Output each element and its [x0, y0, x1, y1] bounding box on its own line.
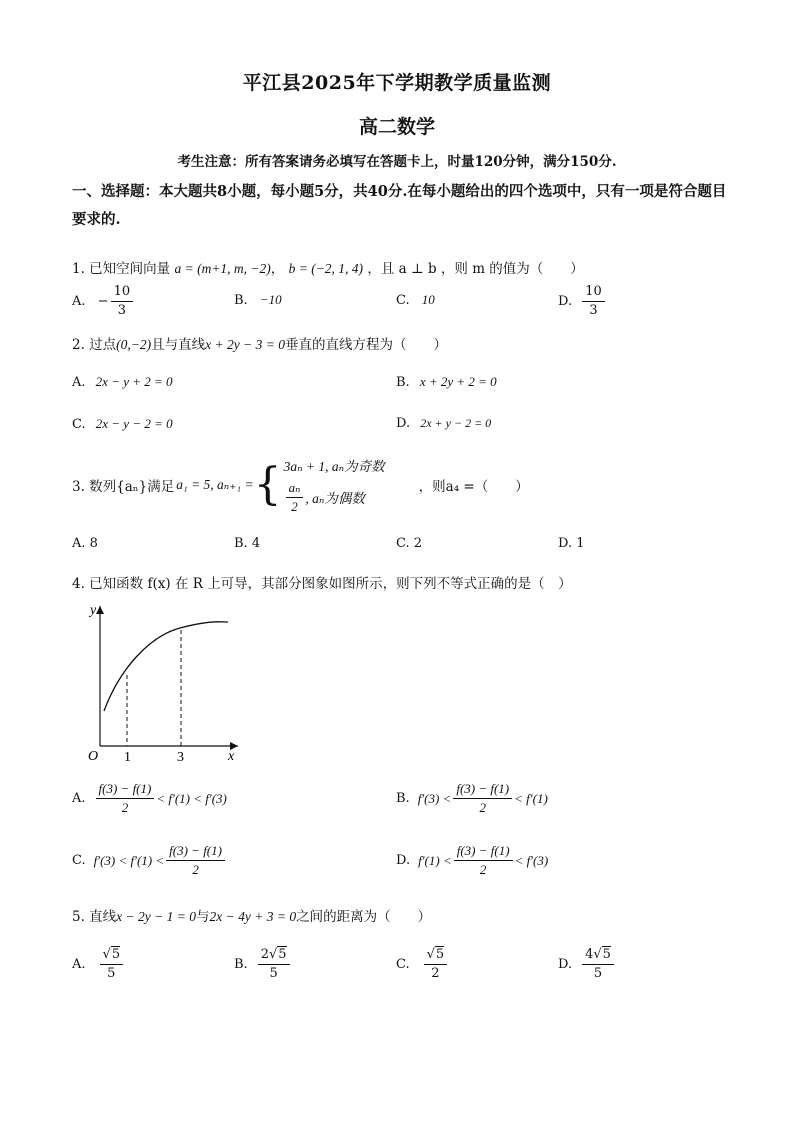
x-axis-label: x — [228, 749, 235, 764]
question-4: 4. 已知函数 f(x) 在 R 上可导，其部分图象如图所示，则下列不等式正确的是（ ） — [72, 576, 572, 592]
option-inequality: < f′(1) — [514, 790, 548, 806]
option-letter: B. — [234, 957, 248, 972]
q2-text: 2. 过点 — [72, 337, 117, 353]
option-value: 2x − y + 2 = 0 — [95, 374, 173, 389]
option-letter: D. — [396, 416, 411, 431]
q3-piecewise — [284, 455, 385, 516]
q3-brace: { — [253, 459, 282, 510]
option-letter: B. — [396, 375, 410, 390]
option-inequality: f′(3) < — [417, 790, 452, 806]
q3-initial: a₁ = 5, aₙ₊₁ = — [176, 477, 254, 492]
option-value: 2 — [413, 536, 423, 551]
q2-point: (0,−2) — [116, 337, 152, 352]
option-fraction: $\frac{2√5}{5}$ — [258, 946, 290, 983]
q5-text: 与 — [196, 909, 210, 925]
q1-option-d[interactable] — [558, 283, 607, 320]
q4-option-d[interactable] — [396, 842, 548, 879]
exam-notice: 考生注意：所有答案请务必填写在答题卡上，时量120分钟，满分150分. — [177, 154, 617, 170]
q3-option-c[interactable] — [396, 536, 422, 551]
option-fraction: $\frac{f(3) - f(1)}{2}$ — [166, 842, 225, 879]
q2-line: x + 2y − 3 = 0 — [205, 337, 285, 352]
q5-text: 之间的距离为（ ） — [296, 909, 432, 925]
option-fraction: $\frac{f(3) - f(1)}{2}$ — [454, 842, 513, 879]
q3-case-2 — [284, 479, 385, 516]
option-letter: A. — [72, 957, 86, 972]
option-value: 10 — [421, 292, 435, 307]
option-letter: C. — [72, 853, 86, 868]
option-sign: − — [97, 294, 109, 309]
q2-option-a[interactable] — [72, 374, 173, 390]
option-inequality: < f′(1) < f′(3) — [156, 790, 227, 806]
option-letter: B. — [234, 293, 248, 308]
option-value: 2x − y − 2 = 0 — [95, 416, 173, 431]
option-fraction: $\frac{f(3) - f(1)}{2}$ — [453, 780, 512, 817]
question-3 — [72, 452, 529, 518]
option-letter: D. — [558, 294, 573, 309]
q5-option-d[interactable] — [558, 946, 616, 983]
q1-vector-b: b = (−2, 1, 4) — [288, 261, 364, 276]
q2-option-d[interactable] — [396, 416, 491, 431]
q5-option-b[interactable] — [234, 946, 292, 983]
option-letter: D. — [558, 957, 573, 972]
q5-option-c[interactable] — [396, 946, 449, 983]
option-inequality: f′(3) < f′(1) < — [93, 852, 165, 868]
option-value: 8 — [89, 536, 98, 551]
option-letter: A. — [72, 294, 86, 309]
option-inequality: f′(1) < — [418, 852, 452, 868]
q3-text: 3. 数列{aₙ}满足 — [72, 479, 175, 495]
tick-label-3: 3 — [177, 750, 184, 765]
tick-label-1: 1 — [124, 750, 131, 765]
option-letter: C. — [396, 957, 410, 972]
q3-case-1: 3aₙ + 1, aₙ为奇数 — [283, 458, 385, 474]
option-letter: A. — [72, 536, 86, 551]
q4-function-graph — [70, 598, 250, 766]
option-letter: D. — [396, 853, 411, 868]
q2-option-b[interactable] — [396, 374, 497, 390]
q2-text: 且与直线 — [151, 337, 206, 353]
option-fraction: $\frac{√5}{5}$ — [100, 946, 124, 983]
q3-option-d[interactable] — [558, 536, 585, 551]
y-axis-arrow — [96, 606, 104, 614]
q5-option-a[interactable] — [72, 946, 125, 983]
q3-case-2-text: , aₙ为偶数 — [305, 491, 365, 506]
option-value: 1 — [576, 536, 585, 551]
option-value: −10 — [259, 292, 282, 307]
option-fraction: $\frac{10}{3}$ — [111, 283, 134, 320]
option-letter: C. — [396, 536, 410, 551]
option-letter: A. — [72, 791, 86, 806]
option-inequality: < f′(3) — [514, 852, 549, 868]
q4-option-b[interactable] — [396, 780, 548, 817]
q1-option-b[interactable] — [234, 292, 282, 308]
q1-option-a[interactable] — [72, 283, 135, 320]
q1-prefix: 1. 已知空间向量 — [72, 261, 171, 277]
y-axis-label: y — [90, 603, 97, 618]
q5-text: 5. 直线 — [72, 909, 117, 925]
option-letter: C. — [396, 293, 410, 308]
option-value: 4 — [251, 536, 261, 551]
option-letter: B. — [396, 791, 410, 806]
q2-text: 垂直的直线方程为（ ） — [284, 337, 447, 353]
q5-line-2: 2x − 4y + 3 = 0 — [209, 909, 297, 924]
q3-option-b[interactable] — [234, 536, 260, 551]
question-2 — [72, 333, 447, 353]
option-fraction: $\frac{f(3) - f(1)}{2}$ — [96, 780, 155, 817]
option-letter: D. — [558, 536, 573, 551]
origin-label: O — [88, 749, 99, 764]
exam-subject: 高二数学 — [358, 116, 435, 138]
option-value: x + 2y + 2 = 0 — [419, 374, 497, 389]
q2-option-c[interactable] — [72, 416, 173, 432]
option-letter: A. — [72, 375, 86, 390]
q4-option-a[interactable] — [72, 780, 227, 817]
option-value: 2x + y − 2 = 0 — [420, 416, 492, 430]
question-1: 1. 已知空间向量 a = (m+1, m, −2)， b = (−2, 1, 4) ，且 a ⊥ b ，则 m 的值为（ ） — [72, 261, 584, 277]
option-fraction: $\frac{√5}{2}$ — [424, 946, 448, 983]
option-letter: C. — [72, 417, 86, 432]
function-curve — [104, 622, 228, 711]
q1-option-c[interactable] — [396, 292, 435, 308]
option-fraction: $\frac{4√5}{5}$ — [582, 946, 614, 983]
option-fraction: $\frac{10}{3}$ — [582, 283, 605, 320]
q5-line-1: x − 2y − 1 = 0 — [116, 909, 196, 924]
q3-option-a[interactable] — [72, 536, 98, 551]
q4-option-c[interactable] — [72, 842, 227, 879]
q1-condition: ，且 a ⊥ b ，则 m 的值为（ ） — [367, 261, 584, 277]
q3-case-2-fraction: $\frac{\text{aₙ}}{2}$ — [286, 479, 304, 516]
exam-title: 平江县2025年下学期教学质量监测 — [242, 72, 552, 94]
option-letter: B. — [234, 536, 248, 551]
section-heading: 一、选择题：本大题共8小题，每小题5分，共40分.在每小题给出的四个选项中，只有一项是符合题目要求的. — [72, 183, 727, 228]
question-5 — [72, 905, 431, 925]
q3-suffix: ，则a₄ =（ ） — [418, 479, 529, 495]
q1-vector-a: a = (m+1, m, −2) — [174, 261, 271, 276]
